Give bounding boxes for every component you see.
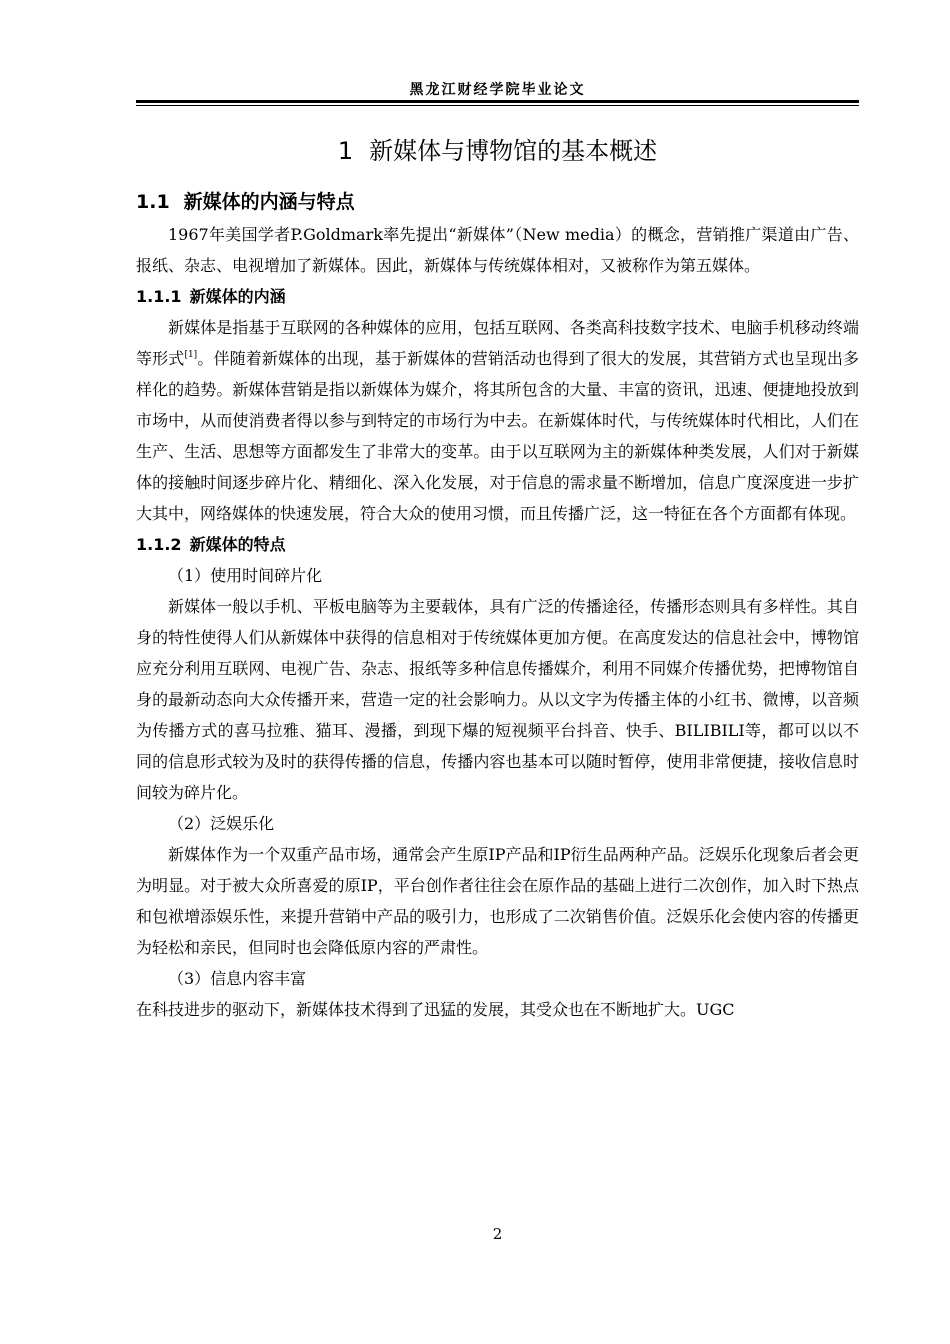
chapter-title: [136, 133, 859, 169]
chapter-title-text: 新媒体与博物馆的基本概述: [369, 137, 658, 165]
citation-reference[interactable]: [1]: [184, 350, 198, 360]
section-1-1-intro-paragraph: 1967年美国学者P.Goldmark率先提出“新媒体”（New media）的概念，营销推广渠道由广告、报纸、杂志、电视增加了新媒体。因此，新媒体与传统媒体相对，又被称作为第五媒体。: [136, 225, 859, 275]
feature-item-paragraph: 新媒体作为一个双重产品市场，通常会产生原IP产品和IP衍生品两种产品。泛娱乐化现象后者会更为明显。对于被大众所喜爱的原IP，平台创作者往往会在原作品的基础上进行二次创作，加入时下热点和包袱增添娱乐性，来提升营销中产品的吸引力，也形成了二次销售价值。泛娱乐化会使内容的传播更为轻松和亲民，但同时也会降低原内容的严肃性。: [136, 845, 859, 957]
feature-item-label: （2）泛娱乐化: [168, 814, 275, 833]
section-number: 1.1: [136, 191, 170, 213]
header-rule-thin: [136, 105, 859, 106]
page-number: 2: [492, 1225, 503, 1243]
header-rule-thick: [136, 100, 859, 103]
paragraph-text-after-citation: 。伴随着新媒体的出现，基于新媒体的营销活动也得到了很大的发展，其营销方式也呈现出多样化的趋势。新媒体营销是指以新媒体为媒介，将其所包含的大量、丰富的资讯，迅速、便捷地投放到市场中，从而使消费者得以参与到特定的市场行为中去。在新媒体时代，与传统媒体时代相比，人们在生产、生活、思想等方面都发生了非常大的变革。由于以互联网为主的新媒体种类发展，人们对于新媒体的接触时间逐步碎片化、精细化、深入化发展，对于信息的需求量不断增加，信息广度深度进一步扩大其中，网络媒体的快速发展，符合大众的使用习惯，而且传播广泛，这一特征在各个方面都有体现。: [136, 349, 859, 523]
feature-item-label: （1）使用时间碎片化: [168, 566, 323, 585]
subsection-number: 1.1.1: [136, 287, 182, 306]
section-heading-1-1: [136, 185, 859, 219]
subsection-title: 新媒体的内涵: [189, 287, 286, 306]
feature-item-label: （3）信息内容丰富: [168, 969, 307, 988]
paragraph-text-before-citation: 新媒体是指基于互联网的各种媒体的应用，包括互联网、各类高科技数字技术、电脑手机移动终端等形式: [136, 318, 859, 368]
feature-item-paragraph: 新媒体一般以手机、平板电脑等为主要载体，具有广泛的传播途径，传播形态则具有多样性。其自身的特性使得人们从新媒体中获得的信息相对于传统媒体更加方便。在高度发达的信息社会中，博物馆应充分利用互联网、电视广告、杂志、报纸等多种信息传播媒介，利用不同媒介传播优势，把博物馆自身的最新动态向大众传播开来，营造一定的社会影响力。从以文字为传播主体的小红书、微博，以音频为传播方式的喜马拉雅、猫耳、漫播，到现下爆的短视频平台抖音、快手、BILIBILI等，都可以以不同的信息形式较为及时的获得传播的信息，传播内容也基本可以随时暂停，使用非常便捷，接收信息时间较为碎片化。: [136, 597, 859, 802]
body-text: [136, 185, 859, 1025]
section-title: 新媒体的内涵与特点: [183, 191, 355, 213]
running-header: 黑龙江财经学院毕业论文: [409, 82, 586, 98]
subsection-number: 1.1.2: [136, 535, 182, 554]
subsection-title: 新媒体的特点: [189, 535, 286, 554]
chapter-number: 1: [337, 137, 354, 165]
section-1-1-1-paragraph: [136, 312, 859, 529]
section-heading-1-1-1: [136, 281, 859, 312]
feature-item-paragraph: 在科技进步的驱动下，新媒体技术得到了迅猛的发展，其受众也在不断地扩大。UGC: [136, 1000, 735, 1019]
section-heading-1-1-2: [136, 529, 859, 560]
